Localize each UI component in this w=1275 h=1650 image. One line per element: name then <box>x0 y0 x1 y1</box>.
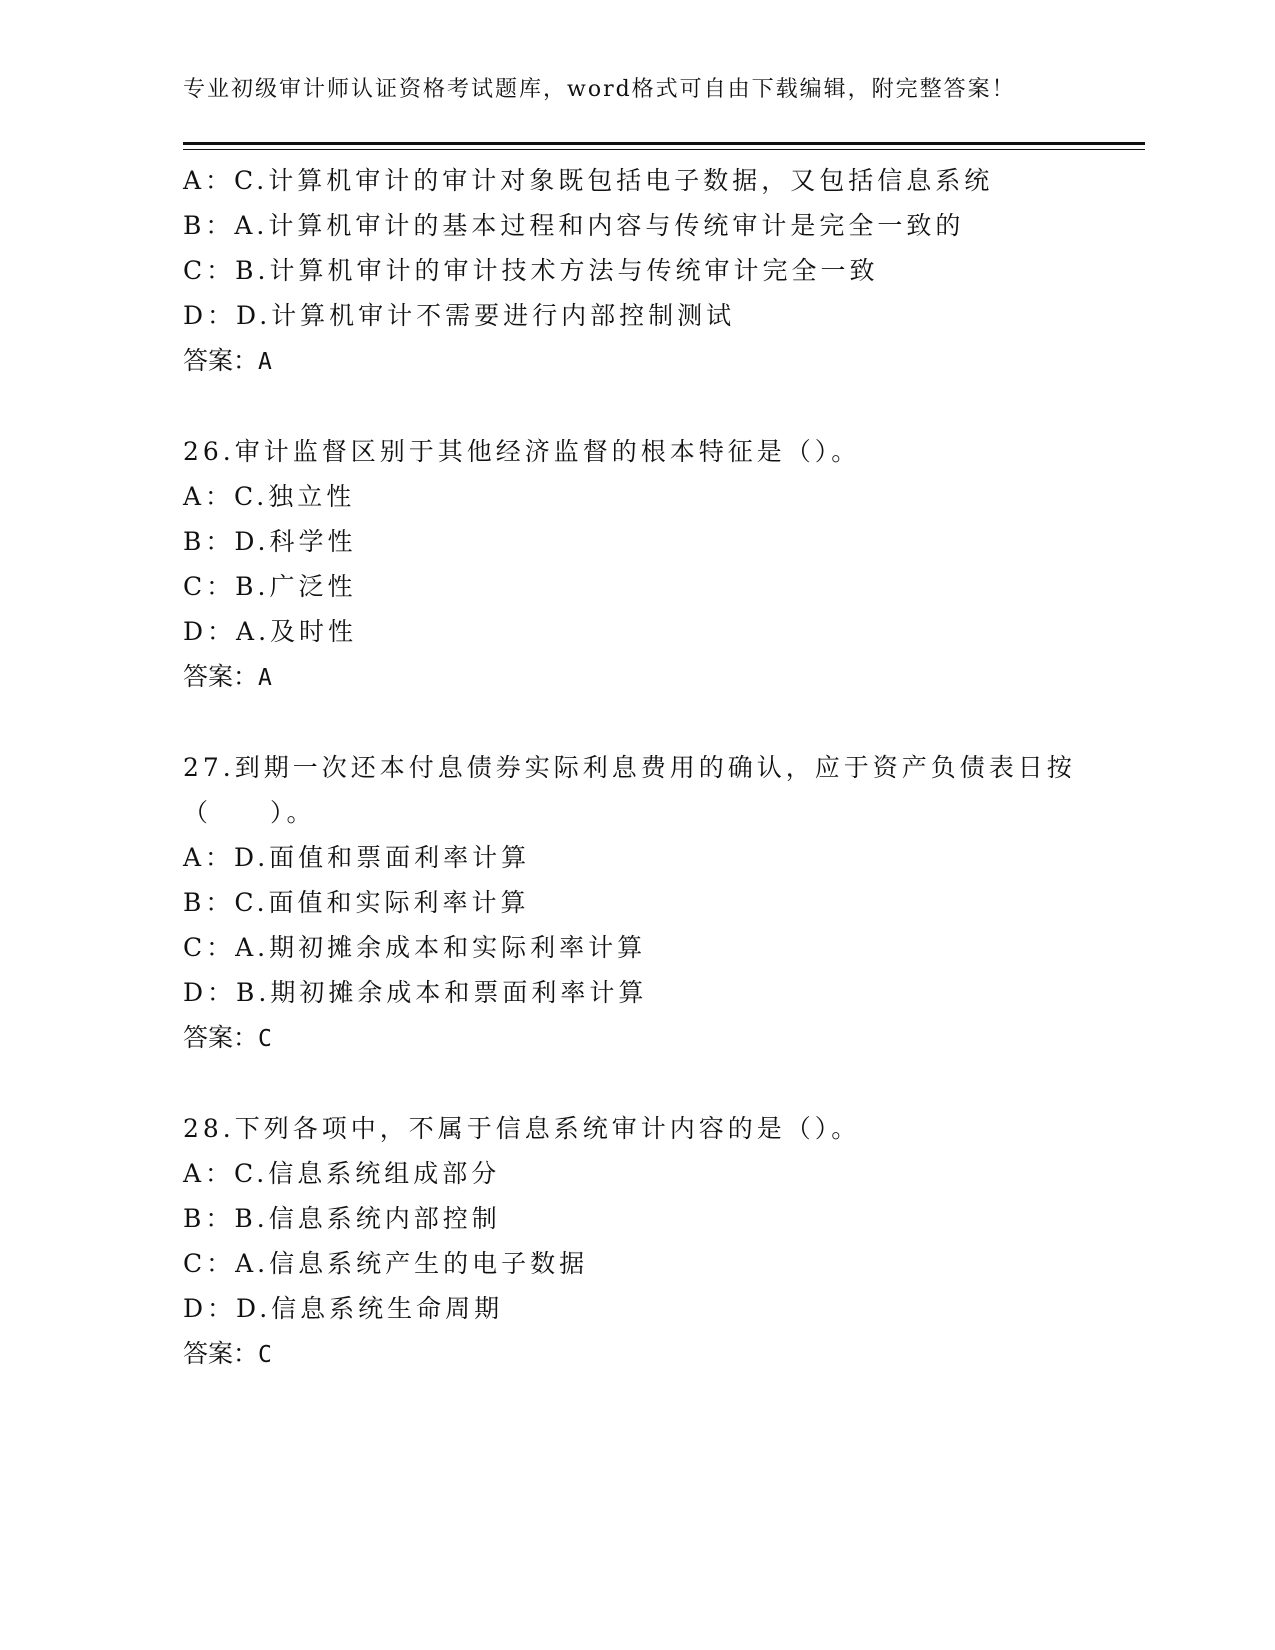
question-content <box>183 158 1123 1422</box>
answer-label: 答案： <box>183 1339 259 1368</box>
header-rule-thick <box>183 142 1145 145</box>
page-header: 专业初级审计师认证资格考试题库，word格式可自由下载编辑，附完整答案！ <box>183 77 1016 102</box>
answer <box>183 1331 1123 1376</box>
option-b: B：B.信息系统内部控制 <box>183 1204 501 1233</box>
option-d: D：D.信息系统生命周期 <box>183 1294 504 1323</box>
option-a: A：D.面值和票面利率计算 <box>183 843 531 872</box>
answer-label: 答案： <box>183 346 259 375</box>
answer-label: 答案： <box>183 662 259 691</box>
answer <box>183 1015 1123 1060</box>
question-text-line-1: 27.到期一次还本付息债券实际利息费用的确认，应于资产负债表日按 <box>183 753 1076 782</box>
option-a: A：C.计算机审计的审计对象既包括电子数据，又包括信息系统 <box>183 166 994 195</box>
question-text-line-2: （ ）。 <box>183 798 316 827</box>
option-a: A：C.信息系统组成部分 <box>183 1159 501 1188</box>
answer-value: A <box>258 349 272 375</box>
answer <box>183 338 1123 383</box>
answer <box>183 654 1123 699</box>
answer-value: C <box>258 1026 272 1052</box>
option-d: D：A.及时性 <box>183 617 358 646</box>
option-a: A：C.独立性 <box>183 482 356 511</box>
question-text: 28.下列各项中，不属于信息系统审计内容的是（）。 <box>183 1114 861 1143</box>
question-text: 26.审计监督区别于其他经济监督的根本特征是（）。 <box>183 437 861 466</box>
option-c: C：A.信息系统产生的电子数据 <box>183 1249 589 1278</box>
question-25-continued <box>183 158 1123 383</box>
option-b: B：C.面值和实际利率计算 <box>183 888 530 917</box>
answer-label: 答案： <box>183 1023 259 1052</box>
option-d: D：B.期初摊余成本和票面利率计算 <box>183 978 648 1007</box>
question-28 <box>183 1106 1123 1376</box>
question-26 <box>183 429 1123 699</box>
option-b: B：D.科学性 <box>183 527 357 556</box>
option-c: C：B.计算机审计的审计技术方法与传统审计完全一致 <box>183 256 879 285</box>
option-c: C：A.期初摊余成本和实际利率计算 <box>183 933 647 962</box>
option-b: B：A.计算机审计的基本过程和内容与传统审计是完全一致的 <box>183 211 965 240</box>
answer-value: C <box>258 1342 272 1368</box>
option-d: D：D.计算机审计不需要进行内部控制测试 <box>183 301 736 330</box>
answer-value: A <box>258 665 272 691</box>
header-rule-thin <box>183 149 1145 150</box>
question-27 <box>183 745 1123 1060</box>
option-c: C：B.广泛性 <box>183 572 357 601</box>
